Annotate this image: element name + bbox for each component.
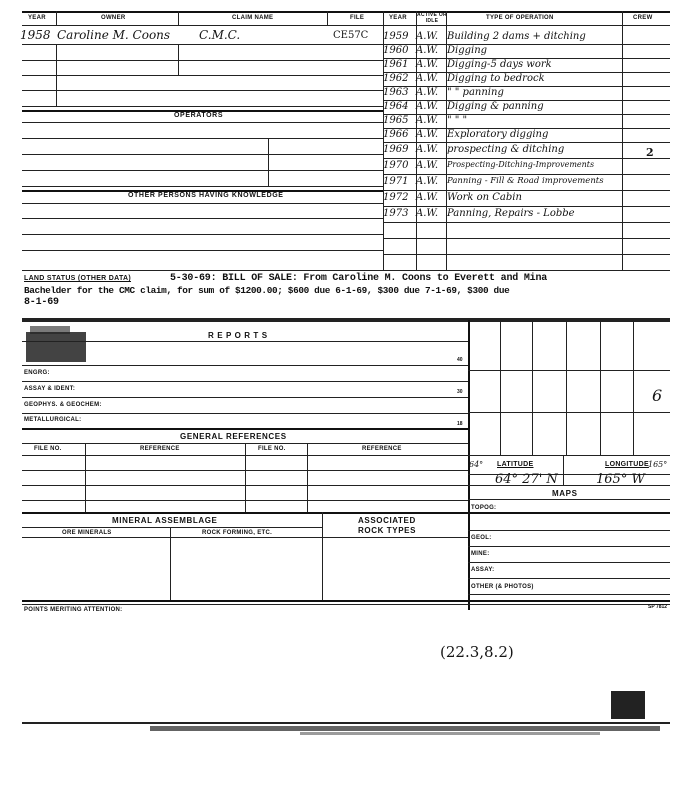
op-year: 1972 (383, 192, 409, 203)
op-description: prospecting & ditching (447, 144, 565, 155)
mineral-assemblage-heading: MINERAL ASSEMBLAGE (112, 516, 218, 525)
reports-assay: ASSAY & IDENT: (24, 386, 76, 392)
op-year: 1971 (383, 176, 409, 187)
maps-topog: TOPOG: (471, 505, 497, 511)
list-item (383, 129, 638, 142)
op-year: 1969 (383, 144, 409, 155)
maps-geol: GEOL: (471, 535, 492, 541)
op-year: 1959 (383, 31, 409, 42)
ref-col-file-no-1: FILE NO. (34, 446, 62, 452)
crew-count: 2 (646, 146, 654, 159)
latitude-label: LATITUDE (497, 461, 534, 468)
op-year: 1961 (383, 59, 409, 70)
op-description: Panning, Repairs - Lobbe (447, 208, 575, 219)
latitude-prefix: 64° (469, 460, 484, 469)
land-status-line-2: Bachelder for the CMC claim, for sum of $1200.00; $600 due 6-1-69, $300 due 7-1-69, $300 due (24, 285, 510, 296)
col-type-of-operation: TYPE OF OPERATION (486, 15, 554, 21)
entry-year: 1958 (20, 28, 51, 42)
op-description: Building 2 dams + ditching (447, 31, 586, 42)
op-status: A.W. (416, 129, 439, 140)
operators-heading: OPERATORS (174, 112, 224, 119)
col-crew: CREW (633, 15, 653, 21)
entry-claim-name: C.M.C. (199, 28, 241, 42)
list-item (383, 144, 638, 157)
maps-other: OTHER (& PHOTOS) (471, 584, 534, 590)
list-item (383, 31, 638, 44)
op-year: 1973 (383, 208, 409, 219)
list-item (383, 45, 638, 58)
reports-metallurgical: METALLURGICAL: (24, 417, 82, 423)
other-persons-heading: OTHER PERSONS HAVING KNOWLEDGE (128, 192, 284, 199)
list-item (383, 59, 638, 72)
list-item (383, 208, 638, 221)
op-description: Panning - Fill & Road improvements (447, 176, 604, 186)
col-year: YEAR (28, 15, 46, 21)
land-status-label: LAND STATUS (OTHER DATA) (24, 275, 132, 282)
op-status: A.W. (416, 31, 439, 42)
op-status: A.W. (416, 208, 439, 219)
margin-mark: 6 (652, 386, 663, 405)
land-status-line-3: 8-1-69 (24, 297, 59, 308)
op-status: A.W. (416, 160, 439, 171)
list-item (383, 115, 638, 128)
op-description: Work on Cabin (447, 192, 522, 203)
list-item (383, 73, 638, 86)
rock-types-label: ROCK TYPES (358, 526, 417, 535)
scan-line (22, 722, 670, 724)
op-status: A.W. (416, 73, 439, 84)
op-year: 1966 (383, 129, 409, 140)
ref-col-reference-1: REFERENCE (140, 446, 180, 452)
op-year: 1962 (383, 73, 409, 84)
op-status: A.W. (416, 176, 439, 187)
longitude-label: LONGITUDE (605, 461, 649, 468)
associated-label: ASSOCIATED (358, 516, 416, 525)
col-owner: OWNER (101, 15, 126, 21)
list-item (383, 160, 638, 173)
op-description: Prospecting-Ditching-Improvements (447, 160, 595, 169)
op-status: A.W. (416, 192, 439, 203)
op-status: A.W. (416, 59, 439, 70)
points-meriting-attention: POINTS MERITING ATTENTION: (24, 607, 123, 613)
maps-assay: ASSAY: (471, 567, 495, 573)
longitude-value: 165° W (596, 472, 645, 487)
entry-owner: Caroline M. Coons (57, 28, 171, 42)
ref-col-file-no-2: FILE NO. (258, 446, 286, 452)
land-status-line-1: 5-30-69: BILL OF SALE: From Caroline M. Coons to Everett and Mina (170, 273, 548, 284)
rock-forming-label: ROCK FORMING, ETC. (202, 530, 273, 536)
op-description: Digging-5 days work (447, 59, 552, 70)
maps-mine: MINE: (471, 551, 490, 557)
black-square-mark (611, 691, 645, 719)
op-description: Digging to bedrock (447, 73, 545, 84)
op-description: " " " (447, 115, 468, 126)
op-year: 1963 (383, 87, 409, 98)
op-description: Digging & panning (447, 101, 544, 112)
scan-smudge (150, 726, 660, 731)
ref-col-reference-2: REFERENCE (362, 446, 402, 452)
grid-number-18: 18 (457, 421, 463, 427)
op-year: 1964 (383, 101, 409, 112)
col-file: FILE (350, 15, 365, 21)
op-status: A.W. (416, 87, 439, 98)
op-year: 1965 (383, 115, 409, 126)
longitude-suffix: 165° (648, 460, 668, 469)
entry-file: CE57C (333, 30, 369, 41)
list-item (383, 101, 638, 114)
ore-minerals-label: ORE MINERALS (62, 530, 112, 536)
general-references-heading: GENERAL REFERENCES (180, 432, 287, 441)
op-description: Digging (447, 45, 488, 56)
handwritten-coords: (22.3,8.2) (440, 643, 514, 661)
col-year-2: YEAR (389, 15, 407, 21)
op-status: A.W. (416, 115, 439, 126)
op-description: " " panning (447, 87, 504, 98)
op-status: A.W. (416, 45, 439, 56)
list-item (383, 87, 638, 100)
col-active-idle: ACTIVE OR IDLE (417, 12, 447, 24)
op-status: A.W. (416, 101, 439, 112)
col-claim-name: CLAIM NAME (232, 15, 274, 21)
reports-geophys: GEOPHYS. & GEOCHEM: (24, 402, 102, 408)
grid-number-30: 30 (457, 389, 463, 395)
list-item (383, 192, 638, 205)
form-number: SP 7812 (648, 604, 668, 610)
op-description: Exploratory digging (447, 129, 549, 140)
reports-heading: R E P O R T S (208, 331, 268, 340)
maps-heading: MAPS (552, 489, 578, 498)
scan-smudge-2 (300, 732, 600, 735)
op-year: 1960 (383, 45, 409, 56)
latitude-value: 64° 27' N (495, 472, 558, 487)
op-status: A.W. (416, 144, 439, 155)
op-year: 1970 (383, 160, 409, 171)
grid-number-40: 40 (457, 357, 463, 363)
list-item (383, 176, 638, 189)
reports-engrg: ENGRG: (24, 370, 50, 376)
